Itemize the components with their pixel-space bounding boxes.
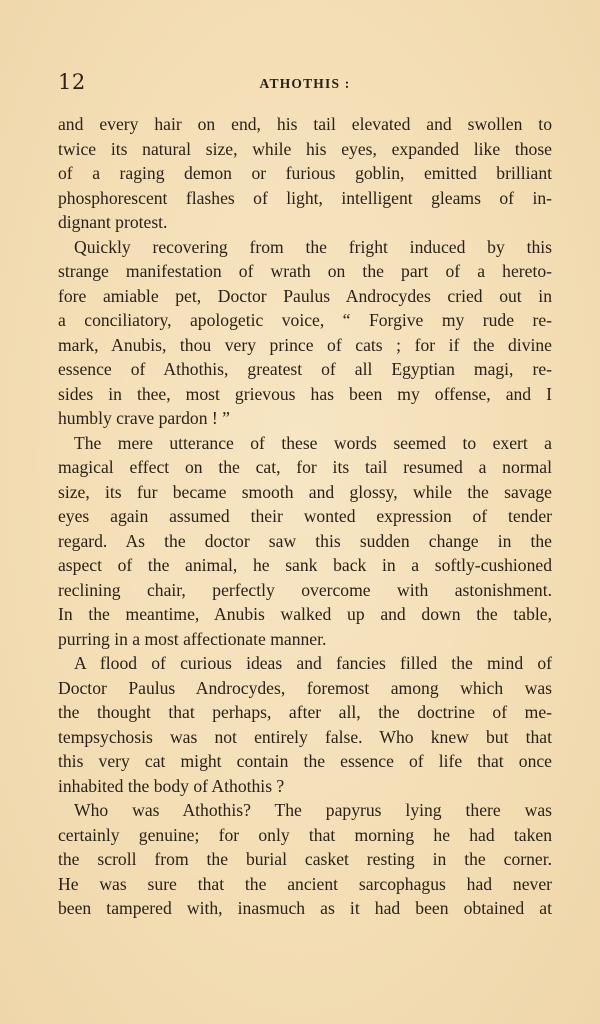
running-head	[58, 70, 552, 98]
text-line: tempsychosis was not entirely false. Who knew but that	[58, 726, 552, 747]
text-line: the scroll from the burial casket resting in the corner.	[58, 849, 552, 869]
text-line: He was sure that the ancient sarcophagus had never	[58, 873, 552, 894]
text-line: magical effect on the cat, for its tail resumed a normal	[58, 457, 552, 477]
text-line: In the meantime, Anubis walked up and down the table,	[58, 604, 552, 624]
text-line: strange manifestation of wrath on the part of a hereto-	[58, 261, 552, 281]
text-line: a conciliatory, apologetic voice, “ Forgive my rude re-	[58, 310, 552, 330]
text-line: mark, Anubis, thou very prince of cats ; for if the divine	[58, 334, 552, 355]
text-line: eyes again assumed their wonted expression of tender	[58, 506, 552, 526]
text-line: dignant protest.	[58, 212, 168, 232]
text-line: been tampered with, inasmuch as it had been obtained at	[58, 898, 552, 918]
text-line: of a raging demon or furious goblin, emitted brilliant	[58, 163, 552, 183]
text-line: fore amiable pet, Doctor Paulus Androcydes cried out in	[58, 285, 552, 306]
text-line: phosphorescent flashes of light, intelligent gleams of in-	[58, 187, 552, 208]
page-number: 12	[58, 70, 86, 94]
text-line: and every hair on end, his tail elevated and swollen to	[58, 114, 552, 134]
text-line: essence of Athothis, greatest of all Egyptian magi, re-	[58, 359, 552, 379]
body-text	[58, 112, 552, 921]
text-line: regard. As the doctor saw this sudden change in the	[58, 530, 552, 551]
text-line: Quickly recovering from the fright induced by this	[74, 236, 552, 257]
text-line: aspect of the animal, he sank back in a softly-cushioned	[58, 555, 552, 575]
text-line: sides in thee, most grievous has been my offense, and I	[58, 383, 552, 404]
text-line: inhabited the body of Athothis ?	[58, 775, 285, 796]
text-line: The mere utterance of these words seemed to exert a	[74, 432, 552, 453]
text-line: size, its fur became smooth and glossy, while the savage	[58, 481, 552, 502]
running-title: ATHOTHIS :	[259, 76, 351, 91]
text-line: twice its natural size, while his eyes, expanded like those	[58, 138, 552, 159]
text-line: Doctor Paulus Androcydes, foremost among which was	[58, 677, 552, 698]
text-line: certainly genuine; for only that morning he had taken	[58, 824, 552, 845]
text-line: reclining chair, perfectly overcome with astonishment.	[58, 579, 552, 600]
text-line: Who was Athothis? The papyrus lying there was	[74, 800, 552, 820]
text-line: the thought that perhaps, after all, the doctrine of me-	[58, 702, 552, 722]
text-line: humbly crave pardon ! ”	[58, 408, 230, 428]
text-line: purring in a most affectionate manner.	[58, 628, 327, 649]
text-line: A flood of curious ideas and fancies filled the mind of	[74, 653, 552, 673]
text-line: this very cat might contain the essence of life that once	[58, 751, 552, 771]
